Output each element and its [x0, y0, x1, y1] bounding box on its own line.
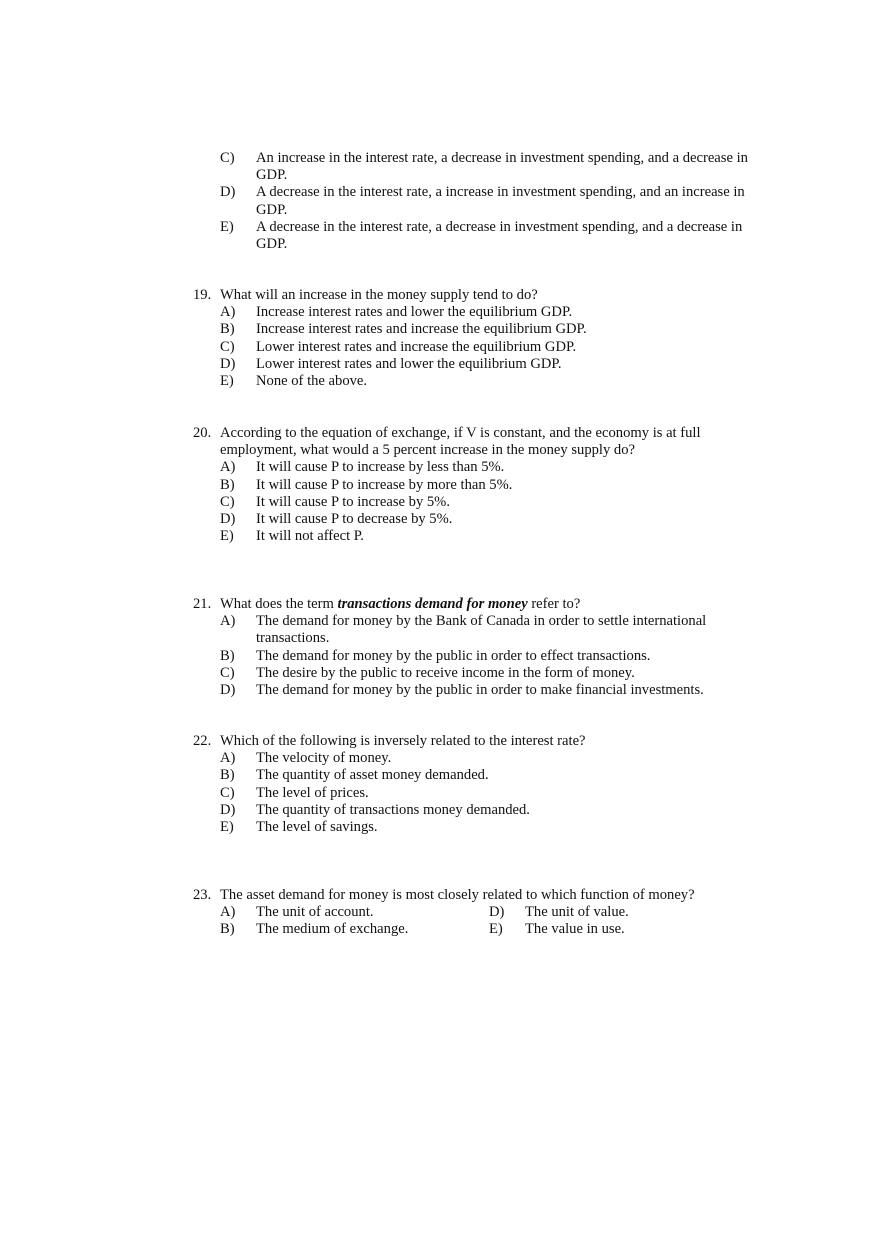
option-c — [193, 665, 753, 682]
question-stem — [193, 596, 753, 613]
option-letter: D) — [220, 801, 236, 818]
question-number: 23. — [193, 887, 212, 903]
option-letter: E) — [220, 218, 234, 235]
question-stem — [193, 425, 753, 459]
option-letter: B) — [220, 476, 235, 493]
option-text: The quantity of asset money demanded. — [256, 767, 489, 784]
question-text-before: What does the term — [220, 596, 338, 612]
option-d — [193, 511, 753, 528]
option-letter: E) — [489, 921, 503, 938]
option-letter: D) — [220, 511, 236, 528]
question-emphasis: transactions demand for money — [337, 596, 528, 612]
question-23 — [193, 887, 753, 939]
option-c — [193, 785, 753, 802]
option-text: The medium of exchange. — [256, 921, 409, 938]
option-text: The demand for money by the Bank of Canada in order to settle international transactions. — [256, 613, 707, 647]
option-text: Increase interest rates and lower the equilibrium GDP. — [256, 304, 573, 321]
option-letter: C) — [220, 664, 235, 681]
option-b — [193, 767, 753, 784]
question-19 — [193, 287, 753, 390]
question-stem — [193, 287, 753, 304]
option-letter: C) — [220, 784, 235, 801]
option-letter: A) — [220, 904, 236, 921]
option-c — [193, 494, 753, 511]
option-text: Increase interest rates and increase the equilibrium GDP. — [256, 321, 587, 338]
option-text: Lower interest rates and increase the equilibrium GDP. — [256, 338, 577, 355]
option-d — [193, 184, 753, 218]
question-number: 22. — [193, 733, 212, 749]
option-text: An increase in the interest rate, a decrease in investment spending, and a decrease in GDP. — [256, 150, 748, 184]
option-a — [193, 459, 753, 476]
continued-question-options — [193, 150, 753, 253]
option-letter: B) — [220, 767, 235, 784]
option-letter: E) — [220, 528, 234, 545]
option-letter: C) — [220, 493, 235, 510]
option-text: The demand for money by the public in order to make financial investments. — [256, 682, 704, 699]
option-c — [193, 339, 753, 356]
option-text: A decrease in the interest rate, a decrease in investment spending, and a decrease in GDP. — [256, 218, 743, 253]
question-22 — [193, 733, 753, 836]
option-e — [193, 373, 753, 390]
option-e — [193, 219, 753, 253]
option-letter: A) — [220, 304, 236, 321]
question-text: What will an increase in the money supply tend to do? — [220, 287, 538, 303]
option-letter: D) — [220, 355, 236, 372]
option-text: The velocity of money. — [256, 750, 392, 767]
question-text: According to the equation of exchange, if V is constant, and the economy is at full employment, what would a 5 percent increase in the money supply do? — [220, 425, 701, 459]
option-letter: E) — [220, 819, 234, 836]
option-a — [193, 613, 753, 647]
option-d — [193, 802, 753, 819]
option-letter: D) — [220, 184, 236, 201]
question-number: 19. — [193, 287, 212, 303]
option-letter: B) — [220, 321, 235, 338]
option-text: The quantity of transactions money demanded. — [256, 801, 530, 818]
question-number: 21. — [193, 596, 212, 612]
option-a — [193, 750, 753, 767]
option-text: The value in use. — [525, 921, 625, 938]
option-text: The desire by the public to receive income in the form of money. — [256, 664, 635, 681]
option-text: It will cause P to increase by 5%. — [256, 493, 450, 510]
question-stem — [193, 733, 753, 750]
option-text: The level of savings. — [256, 819, 378, 836]
option-text: The level of prices. — [256, 784, 369, 801]
option-text: None of the above. — [256, 373, 368, 390]
option-d — [193, 682, 753, 699]
option-text: A decrease in the interest rate, a increase in investment spending, and an increase in GDP. — [256, 184, 745, 218]
option-letter: A) — [220, 459, 236, 476]
option-b — [193, 648, 753, 665]
option-letter: C) — [220, 150, 235, 166]
option-letter: D) — [220, 682, 236, 699]
option-text: Lower interest rates and lower the equilibrium GDP. — [256, 355, 562, 372]
option-d — [193, 356, 753, 373]
option-c — [193, 150, 753, 184]
option-text: The unit of value. — [525, 904, 629, 921]
option-b — [193, 477, 753, 494]
option-letter: A) — [220, 613, 236, 630]
option-text: The unit of account. — [256, 904, 374, 921]
question-number: 20. — [193, 425, 212, 441]
option-text: The demand for money by the public in order to effect transactions. — [256, 647, 651, 664]
question-21 — [193, 596, 753, 699]
question-20 — [193, 425, 753, 545]
option-a — [193, 304, 753, 321]
option-letter: C) — [220, 338, 235, 355]
option-text: It will cause P to increase by more than 5%. — [256, 476, 513, 493]
question-text: Which of the following is inversely related to the interest rate? — [220, 733, 586, 749]
option-e — [193, 819, 753, 836]
option-letter: E) — [220, 373, 234, 390]
option-text: It will cause P to increase by less than 5%. — [256, 459, 505, 476]
option-text: It will not affect P. — [256, 528, 364, 545]
option-b — [193, 321, 753, 338]
option-letter: A) — [220, 750, 236, 767]
question-text: The asset demand for money is most closely related to which function of money? — [220, 887, 695, 903]
question-stem — [193, 887, 753, 904]
option-text: It will cause P to decrease by 5%. — [256, 511, 453, 528]
option-e — [193, 528, 753, 545]
two-column-options — [193, 904, 753, 938]
option-letter: B) — [220, 647, 235, 664]
option-letter: B) — [220, 921, 235, 938]
question-text-after: refer to? — [527, 596, 581, 612]
option-letter: D) — [489, 904, 505, 921]
